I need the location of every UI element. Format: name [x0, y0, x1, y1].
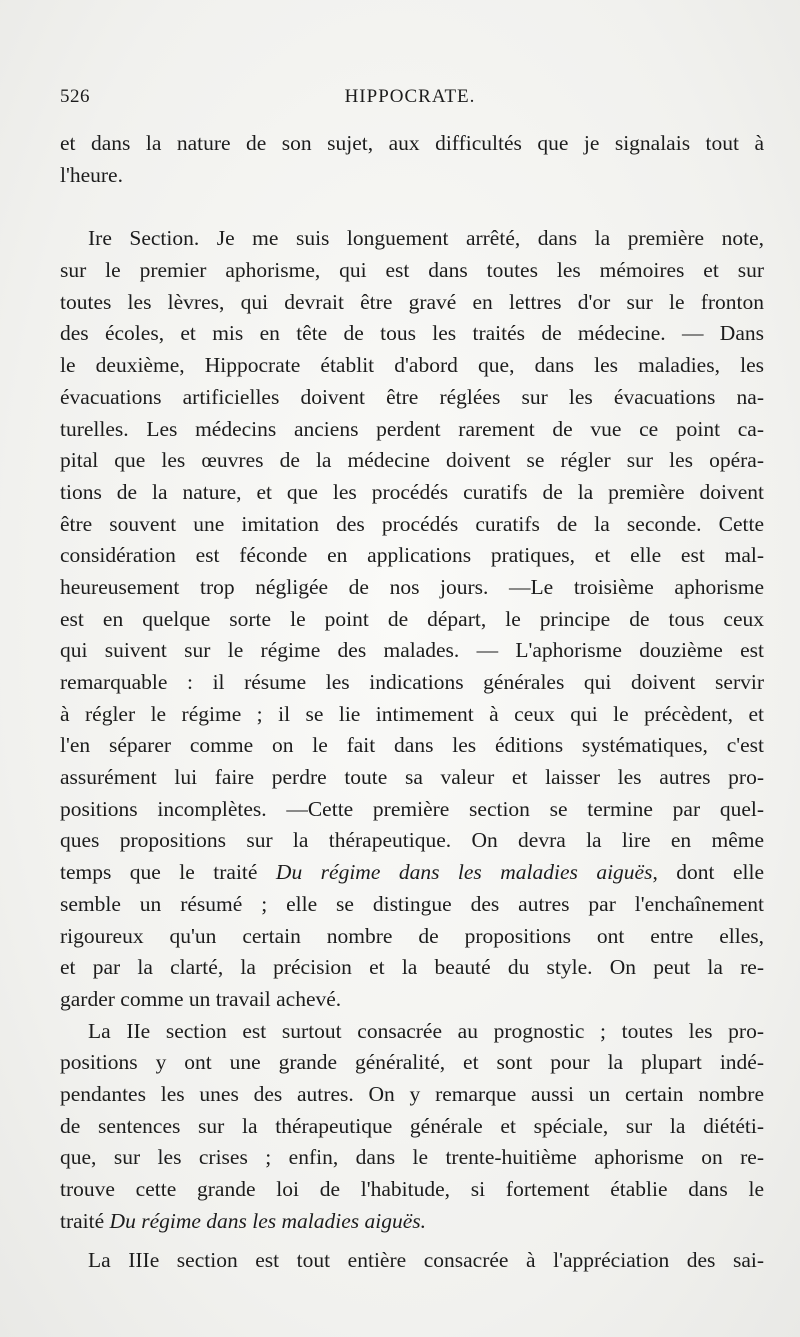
text-line: et dans la nature de son sujet, aux difficultés que je signalais tout à — [60, 131, 764, 155]
text-line: turelles. Les médecins anciens perdent rarement de vue ce point ca- — [60, 416, 764, 441]
text-line: évacuations artificielles doivent être réglées sur les évacuations na- — [60, 384, 764, 409]
text-fragment: traité — [60, 1208, 105, 1233]
text-line: trouve cette grande loi de l'habitude, si fortement établie dans le — [60, 1177, 764, 1201]
text-line: garder comme un travail achevé. — [60, 986, 342, 1011]
page-header — [60, 86, 760, 112]
text-line: est en quelque sorte le point de départ, le principe de tous ceux — [60, 606, 764, 631]
text-line: qui suivent sur le régime des malades. — L'aphorisme douzième est — [60, 638, 764, 663]
text-fragment: temps que le traité — [60, 860, 258, 885]
text-line: heureusement trop négligée de nos jours. —Le troisième aphorisme — [60, 574, 764, 599]
text-line: rigoureux qu'un certain nombre de propositions ont entre elles, — [60, 923, 764, 948]
text-line: pendantes les unes des autres. On y remarque aussi un certain nombre — [60, 1081, 764, 1106]
book-title: Du régime dans les maladies aiguës. — [109, 1208, 427, 1233]
text-line: toutes les lèvres, qui devrait être gravé en lettres d'or sur le fronton — [60, 289, 764, 314]
text-line: l'en séparer comme on le fait dans les éditions systématiques, c'est — [60, 733, 764, 758]
text-line: à régler le régime ; il se lie intimement à ceux qui le précèdent, et — [60, 701, 764, 726]
text-line: La IIIe section est tout entière consacrée à l'appréciation des sai- — [88, 1248, 764, 1273]
text-line: semble un résumé ; elle se distingue des autres par l'enchaînement — [60, 891, 764, 916]
text-line-with-title — [60, 857, 764, 889]
section-first-line — [60, 223, 764, 255]
text-line: et par la clarté, la précision et la beauté du style. On peut la re- — [60, 955, 764, 980]
text-fragment: Je me suis longuement arrêté, dans la première note, — [216, 226, 764, 251]
text-line: que, sur les crises ; enfin, dans le trente-huitième aphorisme on re- — [60, 1145, 764, 1170]
running-title: HIPPOCRATE. — [344, 86, 476, 107]
text-line: ques propositions sur la thérapeutique. On devra la lire en même — [60, 828, 764, 853]
text-line: considération est féconde en applications pratiques, et elle est mal- — [60, 543, 764, 568]
text-line: être souvent une imitation des procédés curatifs de la seconde. Cette — [60, 511, 764, 536]
text-line: La IIe section est surtout consacrée au prognostic ; toutes les pro- — [88, 1018, 764, 1043]
text-line: positions incomplètes. —Cette première section se termine par quel- — [60, 796, 764, 821]
text-line: sur le premier aphorisme, qui est dans toutes les mémoires et sur — [60, 258, 764, 283]
text-line: de sentences sur la thérapeutique générale et spéciale, sur la diététi- — [60, 1113, 764, 1138]
text-line: l'heure. — [60, 162, 123, 187]
text-line: positions y ont une grande généralité, et sont pour la plupart indé- — [60, 1050, 764, 1075]
book-title: Du régime dans les maladies aiguës — [275, 860, 653, 885]
text-line: assurément lui faire perdre toute sa valeur et laisser les autres pro- — [60, 765, 764, 790]
body-text — [60, 128, 764, 1277]
text-line: des écoles, et mis en tête de tous les traités de médecine. — Dans — [60, 321, 764, 346]
text-line: le deuxième, Hippocrate établit d'abord que, dans les maladies, les — [60, 353, 764, 378]
page-number: 526 — [60, 86, 90, 107]
text-line: pital que les œuvres de la médecine doivent se régler sur les opéra- — [60, 448, 764, 473]
text-fragment: , dont elle — [652, 860, 764, 885]
text-line: tions de la nature, et que les procédés curatifs de la première doivent — [60, 479, 764, 504]
text-line-with-title — [60, 1206, 764, 1238]
text-line: remarquable : il résume les indications générales qui doivent servir — [60, 670, 764, 694]
section-heading: Ire Section. — [88, 226, 200, 251]
